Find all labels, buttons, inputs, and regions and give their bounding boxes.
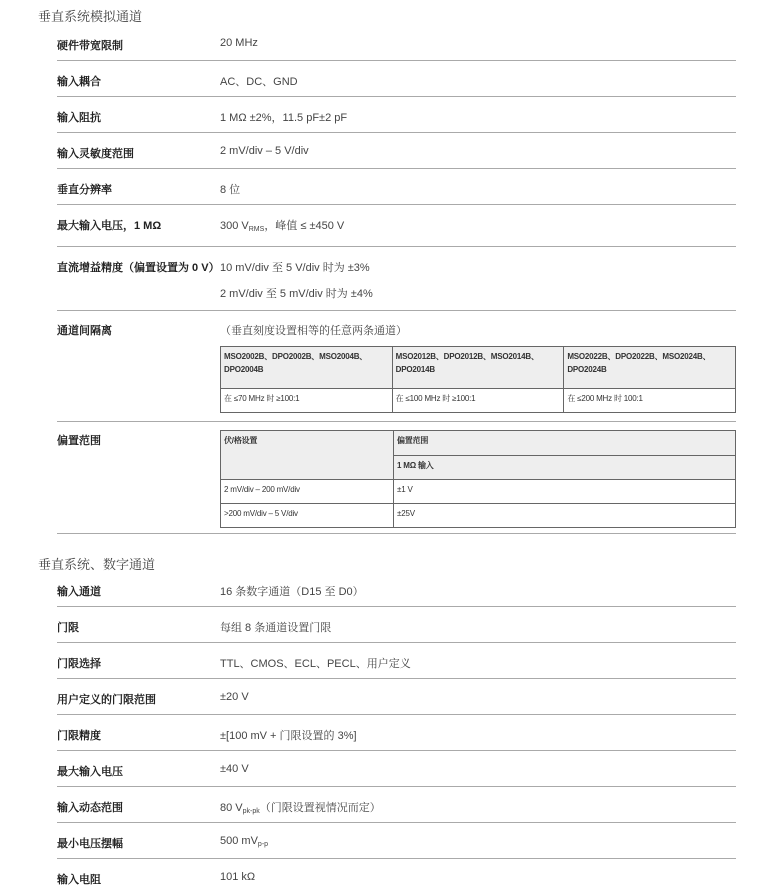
isolation-value-2: 在 ≤100 MHz 时 ≥100:1 [392, 389, 564, 413]
isolation-model-2: MSO2012B、DPO2012B、MSO2014B、DPO2014B [392, 347, 564, 389]
value-resolution: 8 位 [220, 184, 241, 196]
label-offset: 偏置范围 [57, 435, 101, 447]
value-threshold: 每组 8 条通道设置门限 [220, 622, 332, 634]
offset-col-range: 偏置范围 [394, 431, 736, 456]
value-max-input-sub: RMS [248, 226, 265, 233]
label-resistance: 输入电阻 [57, 874, 101, 886]
value-channels: 16 条数字通道（D15 至 D0） [220, 586, 364, 598]
value-user-range: ±20 V [220, 691, 249, 703]
label-dc-gain: 直流增益精度（偏置设置为 0 V） [57, 262, 220, 274]
value-dc-gain-line2: 2 mV/div 至 5 mV/div 时为 ±4% [220, 288, 373, 300]
label-coupling: 输入耦合 [57, 76, 101, 88]
label-channels: 输入通道 [57, 586, 101, 598]
row-threshold [57, 619, 736, 643]
label-threshold-accuracy: 门限精度 [57, 730, 101, 742]
offset-col-setting: 伏/格设置 [221, 431, 394, 480]
row-threshold-select [57, 655, 736, 679]
offset-range-2: ±25V [394, 504, 736, 528]
value-min-swing [220, 835, 268, 848]
label-impedance: 输入阻抗 [57, 112, 101, 124]
row-bandwidth [57, 37, 736, 61]
section-title-analog: 垂直系统模拟通道 [38, 9, 143, 24]
offset-range-1: ±1 V [394, 480, 736, 504]
label-user-range: 用户定义的门限范围 [57, 694, 156, 706]
value-sensitivity: 2 mV/div – 5 V/div [220, 145, 309, 157]
label-dynamic-range: 输入动态范围 [57, 802, 123, 814]
label-max-input-analog: 最大输入电压，1 MΩ [57, 220, 162, 232]
section-title-digital: 垂直系统、数字通道 [38, 557, 156, 572]
row-sensitivity [57, 145, 736, 169]
value-max-input-post: ，峰值 ≤ ±450 V [264, 220, 345, 232]
isolation-model-1: MSO2002B、DPO2002B、MSO2004B、DPO2004B [221, 347, 393, 389]
value-isolation-note: （垂直刻度设置相等的任意两条通道） [220, 325, 407, 337]
value-impedance: 1 MΩ ±2%，11.5 pF±2 pF [220, 112, 348, 124]
isolation-value-3: 在 ≤200 MHz 时 100:1 [564, 389, 736, 413]
value-dynamic-range [220, 799, 381, 815]
row-dc-gain [57, 259, 736, 311]
value-max-input-digital: ±40 V [220, 763, 249, 775]
offset-table [220, 430, 736, 528]
offset-setting-2: >200 mV/div – 5 V/div [221, 504, 394, 528]
row-resolution [57, 181, 736, 205]
value-threshold-accuracy: ±[100 mV + 门限设置的 3%] [220, 730, 357, 742]
value-resistance: 101 kΩ [220, 871, 256, 883]
offset-col-range-sub: 1 MΩ 输入 [394, 455, 736, 480]
value-dynamic-range-sub: pk-pk [242, 808, 260, 815]
row-coupling [57, 73, 736, 97]
row-max-input-digital [57, 763, 736, 787]
offset-setting-1: 2 mV/div – 200 mV/div [221, 480, 394, 504]
isolation-model-3: MSO2022B、DPO2022B、MSO2024B、DPO2024B [564, 347, 736, 389]
value-min-swing-main: 500 mV [220, 835, 258, 847]
row-min-swing [57, 835, 736, 859]
row-channels [57, 583, 736, 607]
value-coupling: AC、DC、GND [220, 76, 298, 88]
label-threshold-select: 门限选择 [57, 658, 101, 670]
row-max-input-analog [57, 217, 736, 247]
label-threshold: 门限 [57, 622, 79, 634]
row-isolation [57, 322, 736, 422]
label-min-swing: 最小电压摆幅 [57, 838, 123, 850]
label-max-input-digital: 最大输入电压 [57, 766, 123, 778]
row-offset [57, 432, 736, 534]
row-user-range [57, 691, 736, 715]
value-min-swing-sub: p-p [257, 841, 269, 848]
label-bandwidth: 硬件带宽限制 [57, 40, 123, 52]
value-dynamic-range-main: 80 V [220, 802, 243, 814]
isolation-value-1: 在 ≤70 MHz 时 ≥100:1 [221, 389, 393, 413]
value-threshold-select: TTL、CMOS、ECL、PECL、用户定义 [220, 658, 411, 670]
value-dc-gain-line1: 10 mV/div 至 5 V/div 时为 ±3% [220, 262, 370, 274]
value-bandwidth: 20 MHz [220, 37, 258, 49]
label-resolution: 垂直分辨率 [57, 184, 112, 196]
label-isolation: 通道间隔离 [57, 325, 112, 337]
row-dynamic-range [57, 799, 736, 823]
value-max-input-analog [220, 217, 344, 233]
value-dynamic-range-post: （门限设置视情况而定） [259, 802, 381, 814]
label-sensitivity: 输入灵敏度范围 [57, 148, 134, 160]
value-max-input-main: 300 V [220, 220, 249, 232]
row-threshold-accuracy [57, 727, 736, 751]
isolation-table [220, 346, 736, 413]
row-impedance [57, 109, 736, 133]
row-resistance [57, 871, 736, 886]
